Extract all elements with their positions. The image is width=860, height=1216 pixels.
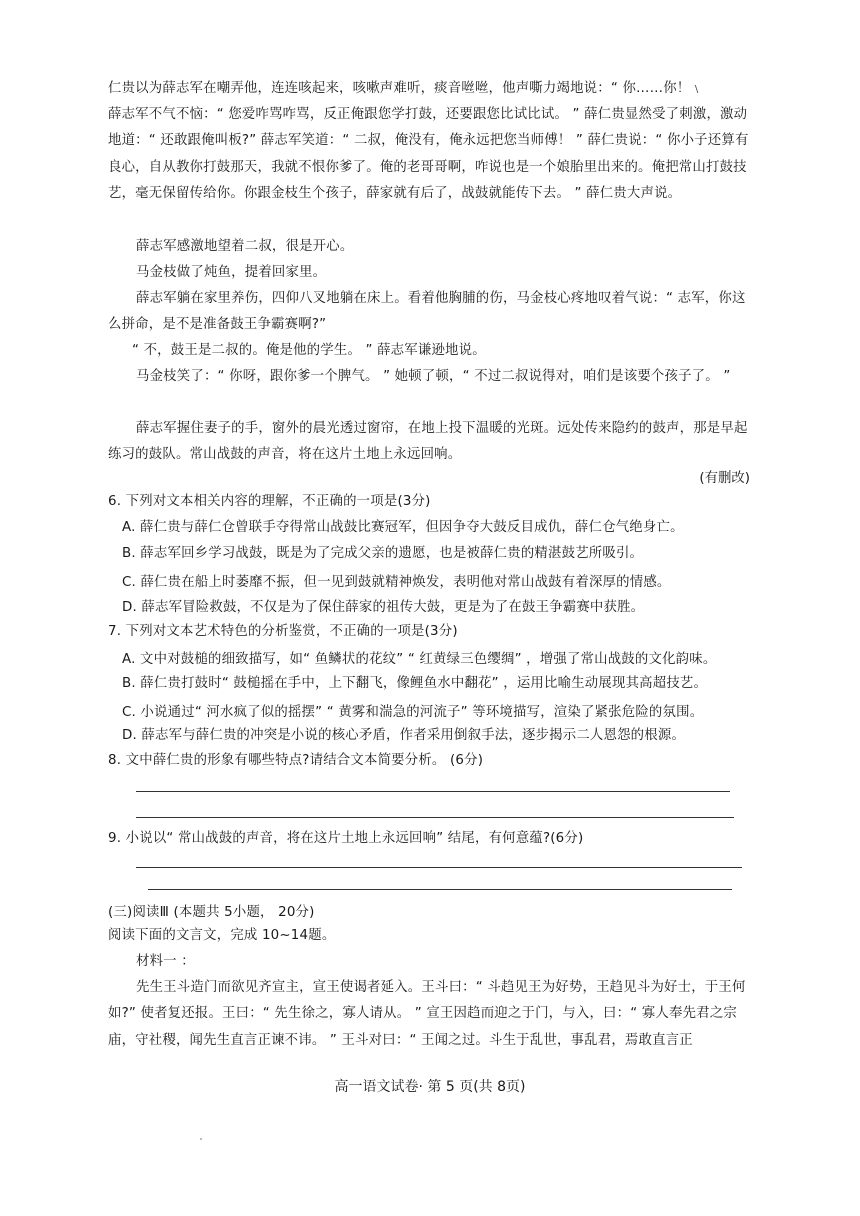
- story-paragraph-2: 薛志军不气不恼：“ 您爱咋骂咋骂，反正俺跟您学打鼓，还要跟您比试比试。 ” 薛仁贵显然受了刺激，激动地道：“ 还敢跟俺叫板?” 薛志军笑道：“ 二叔，俺没有，俺永远把您当师傅！ ” 薛仁贵说：“ 你小子还算有良心，自从教你打鼓那天，我就不恨你爹了。俺的老哥哥啊，咋说也是一个娘胎里出来的。俺把常山打鼓技艺，毫无保留传给你。你跟金枝生个孩子，薛家就有后了，战鼓就能传下去。 ” 薛仁贵大声说。: [108, 107, 749, 202]
- story-paragraph-4: 马金枝做了炖鱼，提着回家里。: [136, 265, 327, 280]
- question-8-stem: 8. 文中薛仁贵的形象有哪些特点?请结合文本简要分析。 (6分): [108, 753, 484, 768]
- question-7-option-a: A. 文中对鼓槌的细致描写，如“ 鱼鳞状的花纹” “ 红黄绿三色缨绸” ，增强了常山战鼓的文化韵味。: [122, 652, 717, 667]
- stray-mark: \: [694, 84, 699, 95]
- question-6-option-b: B. 薛志军回乡学习战鼓，既是为了完成父亲的遗愿，也是被薛仁贵的精湛鼓艺所吸引。: [122, 546, 644, 561]
- question-7-stem: 7. 下列对文本艺术特色的分析鉴赏，不正确的一项是(3分): [108, 624, 458, 639]
- question-7-option-b: B. 薛仁贵打鼓时“ 鼓槌摇在手中，上下翻飞，像鲤鱼水中翻花” ，运用比喻生动展现其高超技艺。: [122, 676, 708, 691]
- story-paragraph-5: 薛志军躺在家里养伤，四仰八叉地躺在床上。看着他胸脯的伤，马金枝心疼地叹着气说：“ 志军，你这么拼命，是不是准备鼓王争霸赛啊?”: [108, 291, 746, 333]
- question-7-option-c: C. 小说通过“ 河水疯了似的摇摆” “ 黄雾和湍急的河流子” 等环境描写，渲染了紧张危险的氛围。: [122, 705, 704, 720]
- answer-line[interactable]: [136, 817, 734, 818]
- question-6-option-d: D. 薛志军冒险救鼓，不仅是为了保住薛家的祖传大鼓，更是为了在鼓王争霸赛中获胜。: [122, 600, 645, 615]
- story-paragraph-6: “ 不，鼓王是二叔的。俺是他的学生。 ” 薛志军谦逊地说。: [132, 343, 486, 358]
- material-1-text: 先生王斗造门而欲见齐宣主，宣王使谒者延入。王斗曰：“ 斗趋见王为好势，王趋见斗为好士，于王何如?” 使者复还报。王曰：“ 先生徐之，寡人请从。 ” 宣王因趋而迎之于门，与入，曰：“ 寡人奉先君之宗庙，守社稷，闻先生直言正谏不讳。 ” 王斗对曰：“ 王闻之过。斗生于乱世，事乱君，焉敢直言正: [108, 980, 746, 1048]
- paragraph-text: 仁贵以为薛志军在嘲弄他，连连咳起来，咳嗽声难听，痰音咝咝，他声嘶力竭地说：“ 你……你！: [108, 81, 695, 96]
- question-6-option-a: A. 薛仁贵与薛仁仓曾联手夺得常山战鼓比赛冠军，但因争夺大鼓反目成仇，薛仁仓气绝身亡。: [122, 520, 684, 535]
- answer-line[interactable]: [148, 889, 732, 890]
- story-paragraph-8: 薛志军握住妻子的手，窗外的晨光透过窗帘，在地上投下温暖的光斑。远处传来隐约的鼓声，那是早起练习的鼓队。常山战鼓的声音，将在这片土地上永远回响。: [108, 421, 748, 463]
- answer-line[interactable]: [136, 867, 742, 868]
- scan-speck: [200, 1138, 202, 1140]
- story-paragraph-3: 薛志军感激地望着二叔，很是开心。: [136, 239, 354, 254]
- story-paragraph-7: 马金枝笑了：“ 你呀，跟你爹一个脾气。 ” 她顿了顿，“ 不过二叔说得对，咱们是该要个孩子了。 ”: [136, 369, 731, 384]
- section-3-instruction: 阅读下面的文言文，完成 10~14题。: [108, 928, 336, 943]
- question-9-stem: 9. 小说以“ 常山战鼓的声音，将在这片土地上永远回响” 结尾，有何意蕴?(6分): [108, 831, 584, 846]
- material-1-label: 材料一 ：: [136, 954, 195, 969]
- question-6-stem: 6. 下列对文本相关内容的理解，不正确的一项是(3分): [108, 494, 431, 509]
- story-paragraph-1: [108, 76, 754, 103]
- section-3-title: (三)阅读Ⅲ (本题共 5小题， 20分): [108, 905, 315, 920]
- question-7-option-d: D. 薛志军与薛仁贵的冲突是小说的核心矛盾，作者采用倒叙手法，逐步揭示二人恩怨的根源。: [122, 728, 686, 743]
- question-6-option-c: C. 薛仁贵在船上时萎靡不振，但一见到鼓就精神焕发，表明他对常山战鼓有着深厚的情感。: [122, 575, 671, 590]
- edit-note: (有删改): [699, 471, 750, 486]
- answer-line[interactable]: [136, 791, 730, 792]
- page-footer: 高一语文试卷· 第 5 页(共 8页): [334, 1079, 526, 1095]
